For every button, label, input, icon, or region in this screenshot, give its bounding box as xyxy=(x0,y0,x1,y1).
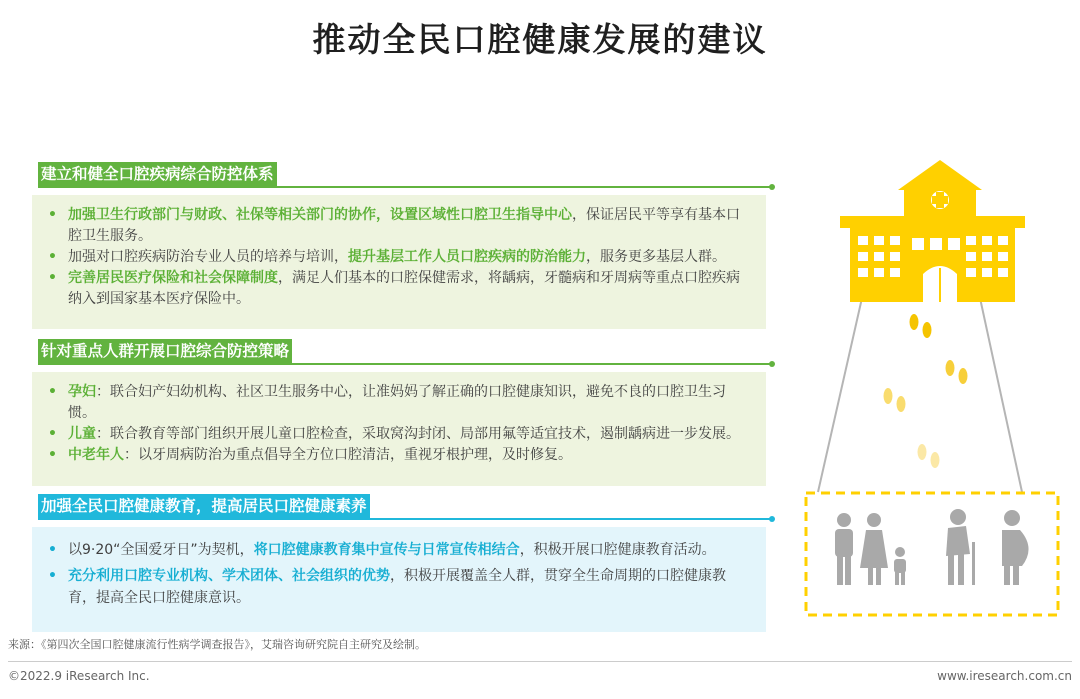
section-body xyxy=(32,372,766,486)
bullet-icon: • xyxy=(48,207,57,223)
website-link[interactable]: www.iresearch.com.cn xyxy=(937,669,1072,683)
divider-end-dot xyxy=(769,516,775,522)
item-text: ：以牙周病防治为重点倡导全方位口腔清洁，重视牙根护理，及时修复。 xyxy=(124,447,572,463)
item-text: ，服务更多基层人群。 xyxy=(586,249,726,265)
item-highlight: 提升基层工作人员口腔疾病的防治能力 xyxy=(348,249,586,265)
beam-line-right xyxy=(980,298,1022,492)
illustration-graphic xyxy=(790,150,1070,630)
list-item xyxy=(40,565,750,609)
item-highlight: 中老年人 xyxy=(68,447,124,463)
family-people-icon xyxy=(835,509,1029,585)
bullet-icon: • xyxy=(48,542,57,558)
section-body xyxy=(32,527,766,632)
bullet-icon: • xyxy=(48,426,57,442)
item-text: 加强对口腔疾病防治专业人员的培养与培训， xyxy=(68,249,348,265)
section-heading: 加强全民口腔健康教育，提高居民口腔健康素养 xyxy=(38,494,370,518)
section-health-education xyxy=(32,494,772,632)
item-highlight: 充分利用口腔专业机构、学术团体、社会组织的优势 xyxy=(68,568,390,584)
copyright: ©2022.9 iResearch Inc. xyxy=(8,669,150,683)
item-text: ，积极开展覆盖全人群，贯穿全生命周期的口腔健康教育，提高全民口腔健康意识。 xyxy=(68,568,726,606)
footprints-icon xyxy=(884,314,968,468)
item-text: ，保证居民平等享有基本口腔卫生服务。 xyxy=(68,207,740,244)
list-item xyxy=(40,424,750,445)
illustration xyxy=(790,150,1070,630)
source-note: 来源：《第四次全国口腔健康流行性病学调查报告》，艾瑞咨询研究院自主研究及绘制。 xyxy=(8,638,426,651)
list-item xyxy=(40,445,750,466)
section-divider xyxy=(38,518,772,520)
item-highlight: 完善居民医疗保险和社会保障制度 xyxy=(68,270,278,286)
bullet-icon: • xyxy=(48,249,57,265)
section-header xyxy=(32,162,772,187)
item-text: ：联合教育等部门组织开展儿童口腔检查，采取窝沟封闭、局部用氟等适宜技术，遏制龋病进一步发展。 xyxy=(96,426,740,442)
list-item xyxy=(40,247,750,268)
item-highlight: 将口腔健康教育集中宣传与日常宣传相结合 xyxy=(253,542,520,558)
item-text: ，满足人们基本的口腔保健需求，将龋病，牙髓病和牙周病等重点口腔疾病纳入到国家基本医疗保险中。 xyxy=(68,270,740,307)
section-header xyxy=(32,339,772,364)
section-divider xyxy=(38,186,772,188)
footer-divider xyxy=(8,661,1072,662)
item-text: 以9·20“全国爱牙日”为契机， xyxy=(68,542,254,558)
bullet-icon: • xyxy=(48,384,57,400)
divider-end-dot xyxy=(769,184,775,190)
list-item xyxy=(40,205,750,247)
item-highlight: 儿童 xyxy=(68,426,96,442)
section-prevention-system xyxy=(32,162,772,329)
item-highlight: 加强卫生行政部门与财政、社保等相关部门的协作，设置区域性口腔卫生指导中心 xyxy=(68,207,572,223)
section-key-groups xyxy=(32,339,772,486)
bullet-icon: • xyxy=(48,270,57,286)
section-heading: 建立和健全口腔疾病综合防控体系 xyxy=(38,162,277,186)
item-text: ：联合妇产妇幼机构、社区卫生服务中心，让准妈妈了解正确的口腔健康知识，避免不良的口腔卫生习惯。 xyxy=(68,384,726,421)
item-text: ，积极开展口腔健康教育活动。 xyxy=(519,542,716,558)
item-highlight: 孕妇 xyxy=(68,384,96,400)
beam-line-left xyxy=(818,298,862,492)
list-item xyxy=(40,268,750,310)
bullet-icon: • xyxy=(48,447,57,463)
divider-end-dot xyxy=(769,361,775,367)
section-heading: 针对重点人群开展口腔综合防控策略 xyxy=(38,339,292,363)
section-header xyxy=(32,494,772,519)
list-item xyxy=(40,382,750,424)
bullet-icon: • xyxy=(48,568,57,584)
page-title: 推动全民口腔健康发展的建议 xyxy=(312,20,768,59)
section-divider xyxy=(38,363,772,365)
section-body xyxy=(32,195,766,329)
list-item xyxy=(40,539,750,561)
